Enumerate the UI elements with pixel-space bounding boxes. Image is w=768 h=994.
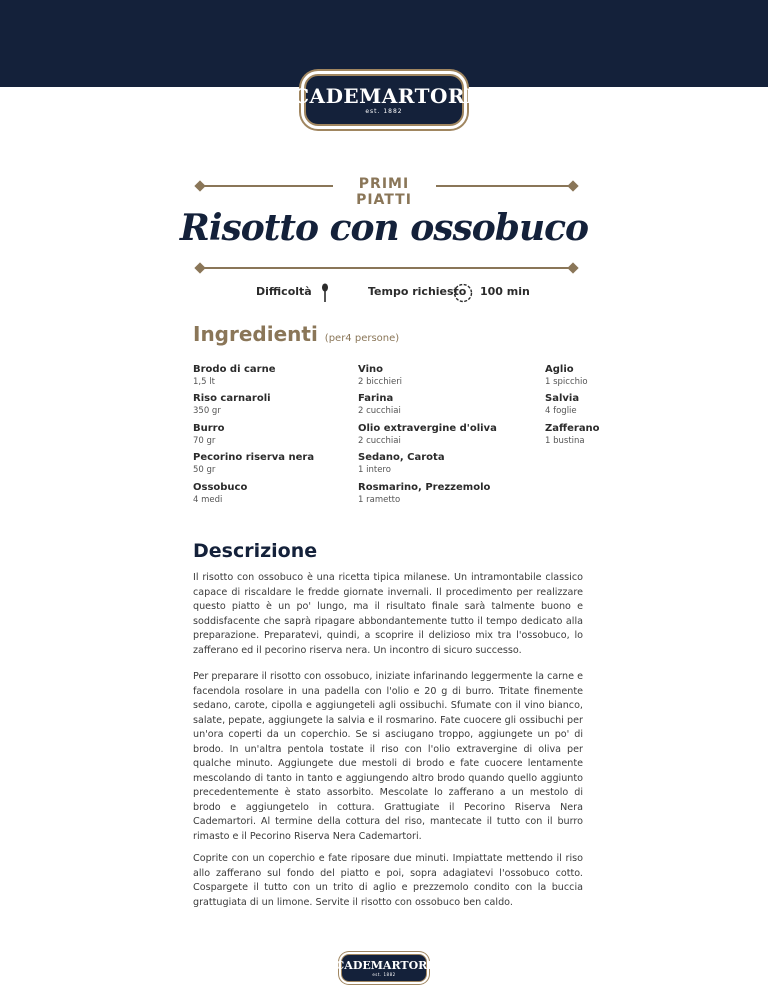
footer-brand-established: est. 1882: [372, 971, 396, 977]
divider-line-right: [436, 185, 569, 187]
divider-diamond-right: [567, 262, 578, 273]
ingredient-qty: 1,5 lt: [193, 377, 215, 387]
ingredient-name: Olio extravergine d'oliva: [358, 423, 497, 434]
brand-logo: [293, 74, 475, 126]
ingredients-title: Ingredienti: [193, 322, 318, 346]
ingredient-name: Vino: [358, 364, 383, 375]
ingredient-qty: 2 cucchiai: [358, 436, 401, 446]
ingredients-heading: [193, 322, 399, 346]
ingredient-name: Aglio: [545, 364, 574, 375]
ingredients-servings: (per4 persone): [324, 333, 400, 344]
ingredient-qty: 1 rametto: [358, 495, 401, 505]
ingredient-name: Brodo di carne: [193, 364, 276, 375]
divider-line-left: [203, 185, 333, 187]
ingredient-name: Farina: [358, 393, 394, 404]
divider-line: [203, 267, 569, 269]
time-value: 100 min: [480, 285, 530, 298]
ingredient-item: [358, 481, 518, 506]
ingredient-qty: 350 gr: [193, 406, 221, 416]
ingredient-item: [545, 392, 625, 417]
category-label: PRIMI PIATTI: [356, 176, 412, 208]
divider-diamond-right: [567, 180, 578, 191]
ingredient-qty: 2 cucchiai: [358, 406, 401, 416]
clock-icon: [453, 283, 473, 303]
brand-established: est. 1882: [365, 108, 403, 115]
ingredient-name: Rosmarino, Prezzemolo: [358, 482, 491, 493]
ingredient-qty: 4 medi: [193, 495, 223, 505]
ingredient-item: [358, 451, 518, 476]
ingredient-name: Sedano, Carota: [358, 452, 445, 463]
spoon-icon: [321, 283, 329, 303]
description-heading: Descrizione: [193, 540, 318, 562]
ingredient-name: Salvia: [545, 393, 580, 404]
ingredient-name: Zafferano: [545, 423, 600, 434]
ingredient-item: [545, 422, 625, 447]
description-paragraph: Il risotto con ossobuco è una ricetta tipica milanese. Un intramontabile classico capace di riscaldare le fredde giornate invernali. Il procedimento per realizzare questo piatto è un po' lungo, ma il risultato finale sarà talmente buono e soddisfacente che saprà ripagare abbondantemente tutto il tempo dedicato alla preparazione. Preparatevi, quindi, a scoprire il delizioso mix tra l'ossobuco, lo zafferano ed il pecorino riserva nera. Un incontro di sicuro successo.: [193, 572, 583, 656]
ingredient-item: [193, 422, 353, 447]
ingredient-item: [193, 481, 353, 506]
ingredient-qty: 50 gr: [193, 465, 216, 475]
ingredient-item: [193, 451, 353, 476]
ingredient-item: [193, 392, 353, 417]
recipe-title: Risotto con ossobuco: [179, 207, 589, 249]
ingredient-name: Pecorino riserva nera: [193, 452, 315, 463]
description-paragraph: Per preparare il risotto con ossobuco, iniziate infarinando leggermente la carne e facendola rosolare in una padella con l'olio e 20 g di burro. Tritate finemente sedano, carote, cipolla e aggiungeteli agli ossibuchi. Sfumate con il vino bianco, salate, pepate, aggiungete la salvia e il rosmarino. Fate cuocere gli ossibuchi per un'ora coperti da un coperchio. Se si asciugano troppo, aggiungete un po' di brodo. In un'altra pentola tostate il riso con l'olio extravergine di oliva per qualche minuto. Aggiungete due mestoli di brodo e fate cuocere lentamente mescolando di tanto in tanto e aggiungendo altro brodo quando quello aggiunto precedentemente è stato assorbito. Mescolate lo zafferano a un mestolo di brodo e aggiungetelo in cottura. Grattugiate il Pecorino Riserva Nera Cademartori. Al termine della cottura del riso, mantecate il tutto con il burro rimasto e il Pecorino Riserva Nera Cademartori.: [193, 671, 583, 842]
footer-logo: [335, 954, 433, 982]
ingredient-qty: 1 bustina: [545, 436, 585, 446]
ingredient-name: Riso carnaroli: [193, 393, 271, 404]
ingredient-item: [358, 422, 518, 447]
ingredient-item: [193, 363, 353, 388]
time-label: Tempo richiesto: [368, 285, 467, 298]
description-paragraph: Coprite con un coperchio e fate riposare due minuti. Impiattate mettendo il riso allo zafferano sul fondo del piatto e poi, sopra adagiatevi l'ossobuco cotto. Cospargete il tutto con un trito di aglio e prezzemolo condito con la buccia grattugiata di un limone. Servite il risotto con ossobuco ben caldo.: [193, 853, 583, 908]
ingredient-qty: 2 bicchieri: [358, 377, 403, 387]
ingredient-item: [545, 363, 625, 388]
ingredient-qty: 70 gr: [193, 436, 216, 446]
ingredient-item: [358, 363, 518, 388]
ingredient-qty: 1 spicchio: [545, 377, 588, 387]
ingredient-item: [358, 392, 518, 417]
ingredient-name: Ossobuco: [193, 482, 248, 493]
difficulty-label: Difficoltà: [256, 285, 312, 298]
brand-name: CADEMARTORI: [293, 84, 475, 108]
footer-brand-name: CADEMARTORI: [335, 958, 433, 972]
ingredient-qty: 4 foglie: [545, 406, 577, 416]
ingredient-qty: 1 intero: [358, 465, 391, 475]
ingredient-name: Burro: [193, 423, 225, 434]
